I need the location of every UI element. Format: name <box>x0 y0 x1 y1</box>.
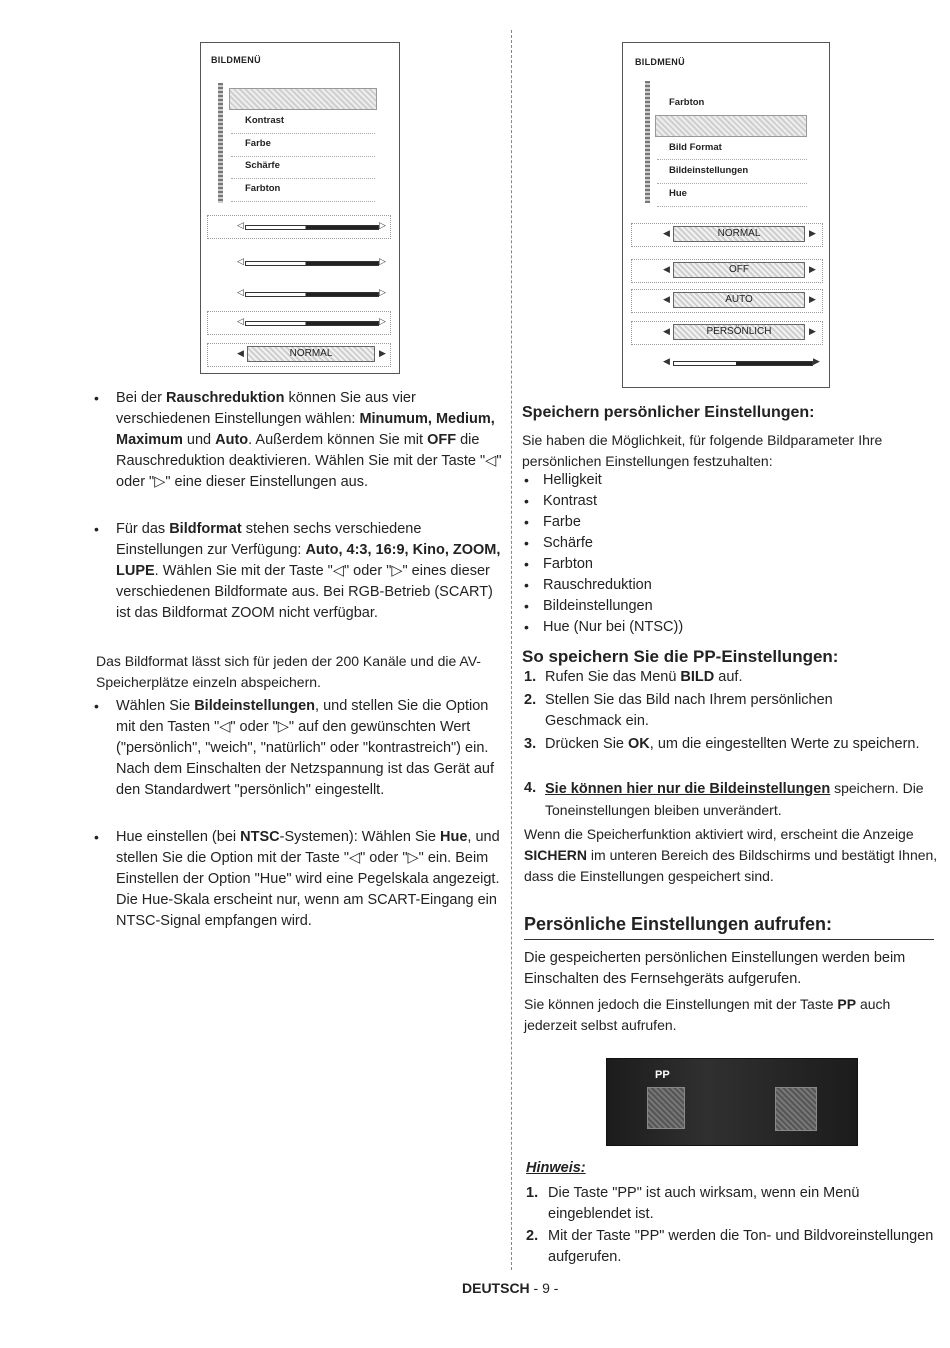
separator <box>657 159 807 160</box>
bullet: • <box>94 521 99 537</box>
paragraph-recall-2: Sie können jedoch die Einstellungen mit der Taste PP auch jederzeit selbst aufrufen. <box>524 996 891 1033</box>
right-arrow-icon: ▶ <box>379 348 386 358</box>
right-arrow-icon: ▷ <box>379 316 386 326</box>
value-display: OFF <box>673 262 805 278</box>
bullet: • <box>524 472 529 488</box>
separator <box>231 201 375 202</box>
list-item: Helligkeit <box>543 472 602 488</box>
right-arrow-icon: ▶ <box>809 264 816 274</box>
menu-highlight <box>655 115 807 137</box>
value-display: AUTO <box>673 292 805 308</box>
menu-highlight <box>229 88 377 110</box>
heading-aufrufen: Persönliche Einstellungen aufrufen: <box>524 914 833 934</box>
list-item: Schärfe <box>543 535 593 551</box>
left-arrow-icon: ◀ <box>663 228 670 238</box>
menu-item: Farbe <box>245 138 271 149</box>
right-arrow-icon: ▶ <box>809 326 816 336</box>
left-arrow-icon: ◀ <box>663 294 670 304</box>
pp-thumbnail <box>775 1087 817 1131</box>
page-footer <box>462 1280 558 1296</box>
pp-label: PP <box>655 1069 670 1081</box>
left-arrow-icon: ◀ <box>663 356 670 366</box>
list-item: Farbe <box>543 514 581 530</box>
bullet: • <box>524 598 529 614</box>
menu-item: Farbton <box>245 183 281 194</box>
menu-item: Schärfe <box>245 160 280 171</box>
paragraph-intro: Sie haben die Möglichkeit, für folgende Bildparameter Ihre persönlichen Einstellungen festzuhalten: <box>522 432 883 469</box>
menu-item: Hue <box>669 188 687 199</box>
separator <box>231 178 375 179</box>
list-item: Hue (Nur bei (NTSC)) <box>543 619 684 635</box>
separator <box>657 183 807 184</box>
note-number: 2. <box>526 1228 539 1244</box>
paragraph-sichern: Wenn die Speicherfunktion aktiviert wird, erscheint die Anzeige SICHERN im unteren Bereich des Bildschirms und bestätigt Ihnen, dass die Einstellungen gespeichert sind. <box>524 826 938 884</box>
separator <box>231 156 375 157</box>
note-title: Hinweis: <box>526 1160 586 1176</box>
separator <box>657 206 807 207</box>
scrollbar <box>645 81 650 203</box>
menu-item: Bildeinstellungen <box>669 165 749 176</box>
bullet: • <box>524 493 529 509</box>
left-arrow-icon: ◁ <box>237 316 244 326</box>
right-arrow-icon: ▷ <box>379 220 386 230</box>
step-number: 4. <box>524 780 537 796</box>
menu-title: BILDMENÜ <box>635 57 685 67</box>
pp-screen-image <box>606 1058 858 1146</box>
value-display: NORMAL <box>247 346 375 362</box>
paragraph-recall-1: Die gespeicherten persönlichen Einstellungen werden beim Einschalten des Fernsehgeräts aufgerufen. <box>524 950 906 987</box>
note-number: 1. <box>526 1185 539 1201</box>
step-1: Rufen Sie das Menü BILD auf. <box>545 669 743 685</box>
paragraph-bildeinstellungen: Wählen Sie Bildeinstellungen, und stellen Sie die Option mit den Tasten "◁" oder "▷" auf den gewünschten Wert ("persönlich", "weich", "natürlich" oder "kontrastreich") ein. Nach dem Einschalten der Netzspannung ist das Gerät auf den Standardwert "persönlich" eingestellt. <box>116 698 495 798</box>
paragraph-hue: Hue einstellen (bei NTSC-Systemen): Wählen Sie Hue, und stellen Sie die Option mit der Taste "◁" oder "▷" ein. Beim Einstellen der Option "Hue" wird eine Pegelskala angezeigt. Die Hue-Skala erscheint nur, wenn am SCART-Eingang ein NTSC-Signal empfangen wird. <box>116 829 500 929</box>
paragraph-bildformat: Für das Bildformat stehen sechs verschiedene Einstellungen zur Verfügung: Auto, 4:3, 16:9, Kino, ZOOM, LUPE. Wählen Sie mit der Taste "◁" oder "▷" eines dieser verschiedenen Bildformate aus. Bei RGB-Betrieb (SCART) ist das Bildformat ZOOM nicht verfügbar. <box>116 521 501 621</box>
menu-item: Farbton <box>669 97 705 108</box>
menu-title: BILDMENÜ <box>211 55 261 65</box>
slider-bar <box>245 321 379 326</box>
bullet: • <box>94 698 99 714</box>
heading-pp-speichern: So speichern Sie die PP-Einstellungen: <box>522 647 839 666</box>
slider-bar <box>245 292 379 297</box>
right-arrow-icon: ▷ <box>379 287 386 297</box>
right-arrow-icon: ▶ <box>809 294 816 304</box>
value-display: PERSÖNLICH <box>673 324 805 340</box>
left-arrow-icon: ◀ <box>663 326 670 336</box>
step-3: Drücken Sie OK, um die eingestellten Werte zu speichern. <box>545 736 920 752</box>
note-1: Die Taste "PP" ist auch wirksam, wenn ein Menü eingeblendet ist. <box>548 1185 860 1222</box>
left-arrow-icon: ◁ <box>237 220 244 230</box>
bullet: • <box>524 514 529 530</box>
paragraph-rauschreduktion: Bei der Rauschreduktion können Sie aus vier verschiedenen Einstellungen wählen: Minumum, Medium, Maximum und Auto. Außerdem können Sie mit OFF die Rauschreduktion deaktivieren. Wählen Sie mit der Taste "◁" oder "▷" eine dieser Einstellungen aus. <box>116 390 502 490</box>
slider-bar <box>245 225 379 230</box>
left-arrow-icon: ◀ <box>663 264 670 274</box>
heading-speichern: Speichern persönlicher Einstellungen: <box>522 404 815 421</box>
step-number: 2. <box>524 692 537 708</box>
bullet: • <box>94 390 99 406</box>
slider-bar <box>673 361 813 366</box>
column-divider <box>511 30 512 1270</box>
list-item: Rauschreduktion <box>543 577 652 593</box>
list-item: Farbton <box>543 556 593 572</box>
menu-item: Kontrast <box>245 115 285 126</box>
left-arrow-icon: ◁ <box>237 287 244 297</box>
step-number: 1. <box>524 669 537 685</box>
step-4: Sie können hier nur die Bildeinstellungen speichern. Die Toneinstellungen bleiben unverändert. <box>545 780 924 818</box>
pp-thumbnail <box>647 1087 685 1129</box>
footer-page-number: - 9 - <box>529 1280 559 1296</box>
heading-rule <box>524 939 934 940</box>
menu-item: Bild Format <box>669 142 722 153</box>
scrollbar <box>218 83 223 203</box>
right-menu-screenshot <box>622 42 830 388</box>
bullet: • <box>524 577 529 593</box>
slider-bar <box>245 261 379 266</box>
right-arrow-icon: ▶ <box>813 356 820 366</box>
paragraph-bildformat-speichern: Das Bildformat lässt sich für jeden der 200 Kanäle und die AV-Speicherplätze einzeln abspeichern. <box>96 653 481 690</box>
left-arrow-icon: ◀ <box>237 348 244 358</box>
left-arrow-icon: ◁ <box>237 256 244 266</box>
bullet: • <box>524 535 529 551</box>
right-arrow-icon: ▷ <box>379 256 386 266</box>
list-item: Bildeinstellungen <box>543 598 653 614</box>
value-display: NORMAL <box>673 226 805 242</box>
step-number: 3. <box>524 736 537 752</box>
step-2: Stellen Sie das Bild nach Ihrem persönlichen Geschmack ein. <box>545 692 833 729</box>
note-2: Mit der Taste "PP" werden die Ton- und Bildvoreinstellungen aufgerufen. <box>548 1228 934 1265</box>
bullet: • <box>524 556 529 572</box>
left-menu-screenshot <box>200 42 400 374</box>
bullet: • <box>94 829 99 845</box>
bullet: • <box>524 619 529 635</box>
right-arrow-icon: ▶ <box>809 228 816 238</box>
footer-language: DEUTSCH <box>462 1280 530 1296</box>
list-item: Kontrast <box>543 493 597 509</box>
separator <box>231 133 375 134</box>
